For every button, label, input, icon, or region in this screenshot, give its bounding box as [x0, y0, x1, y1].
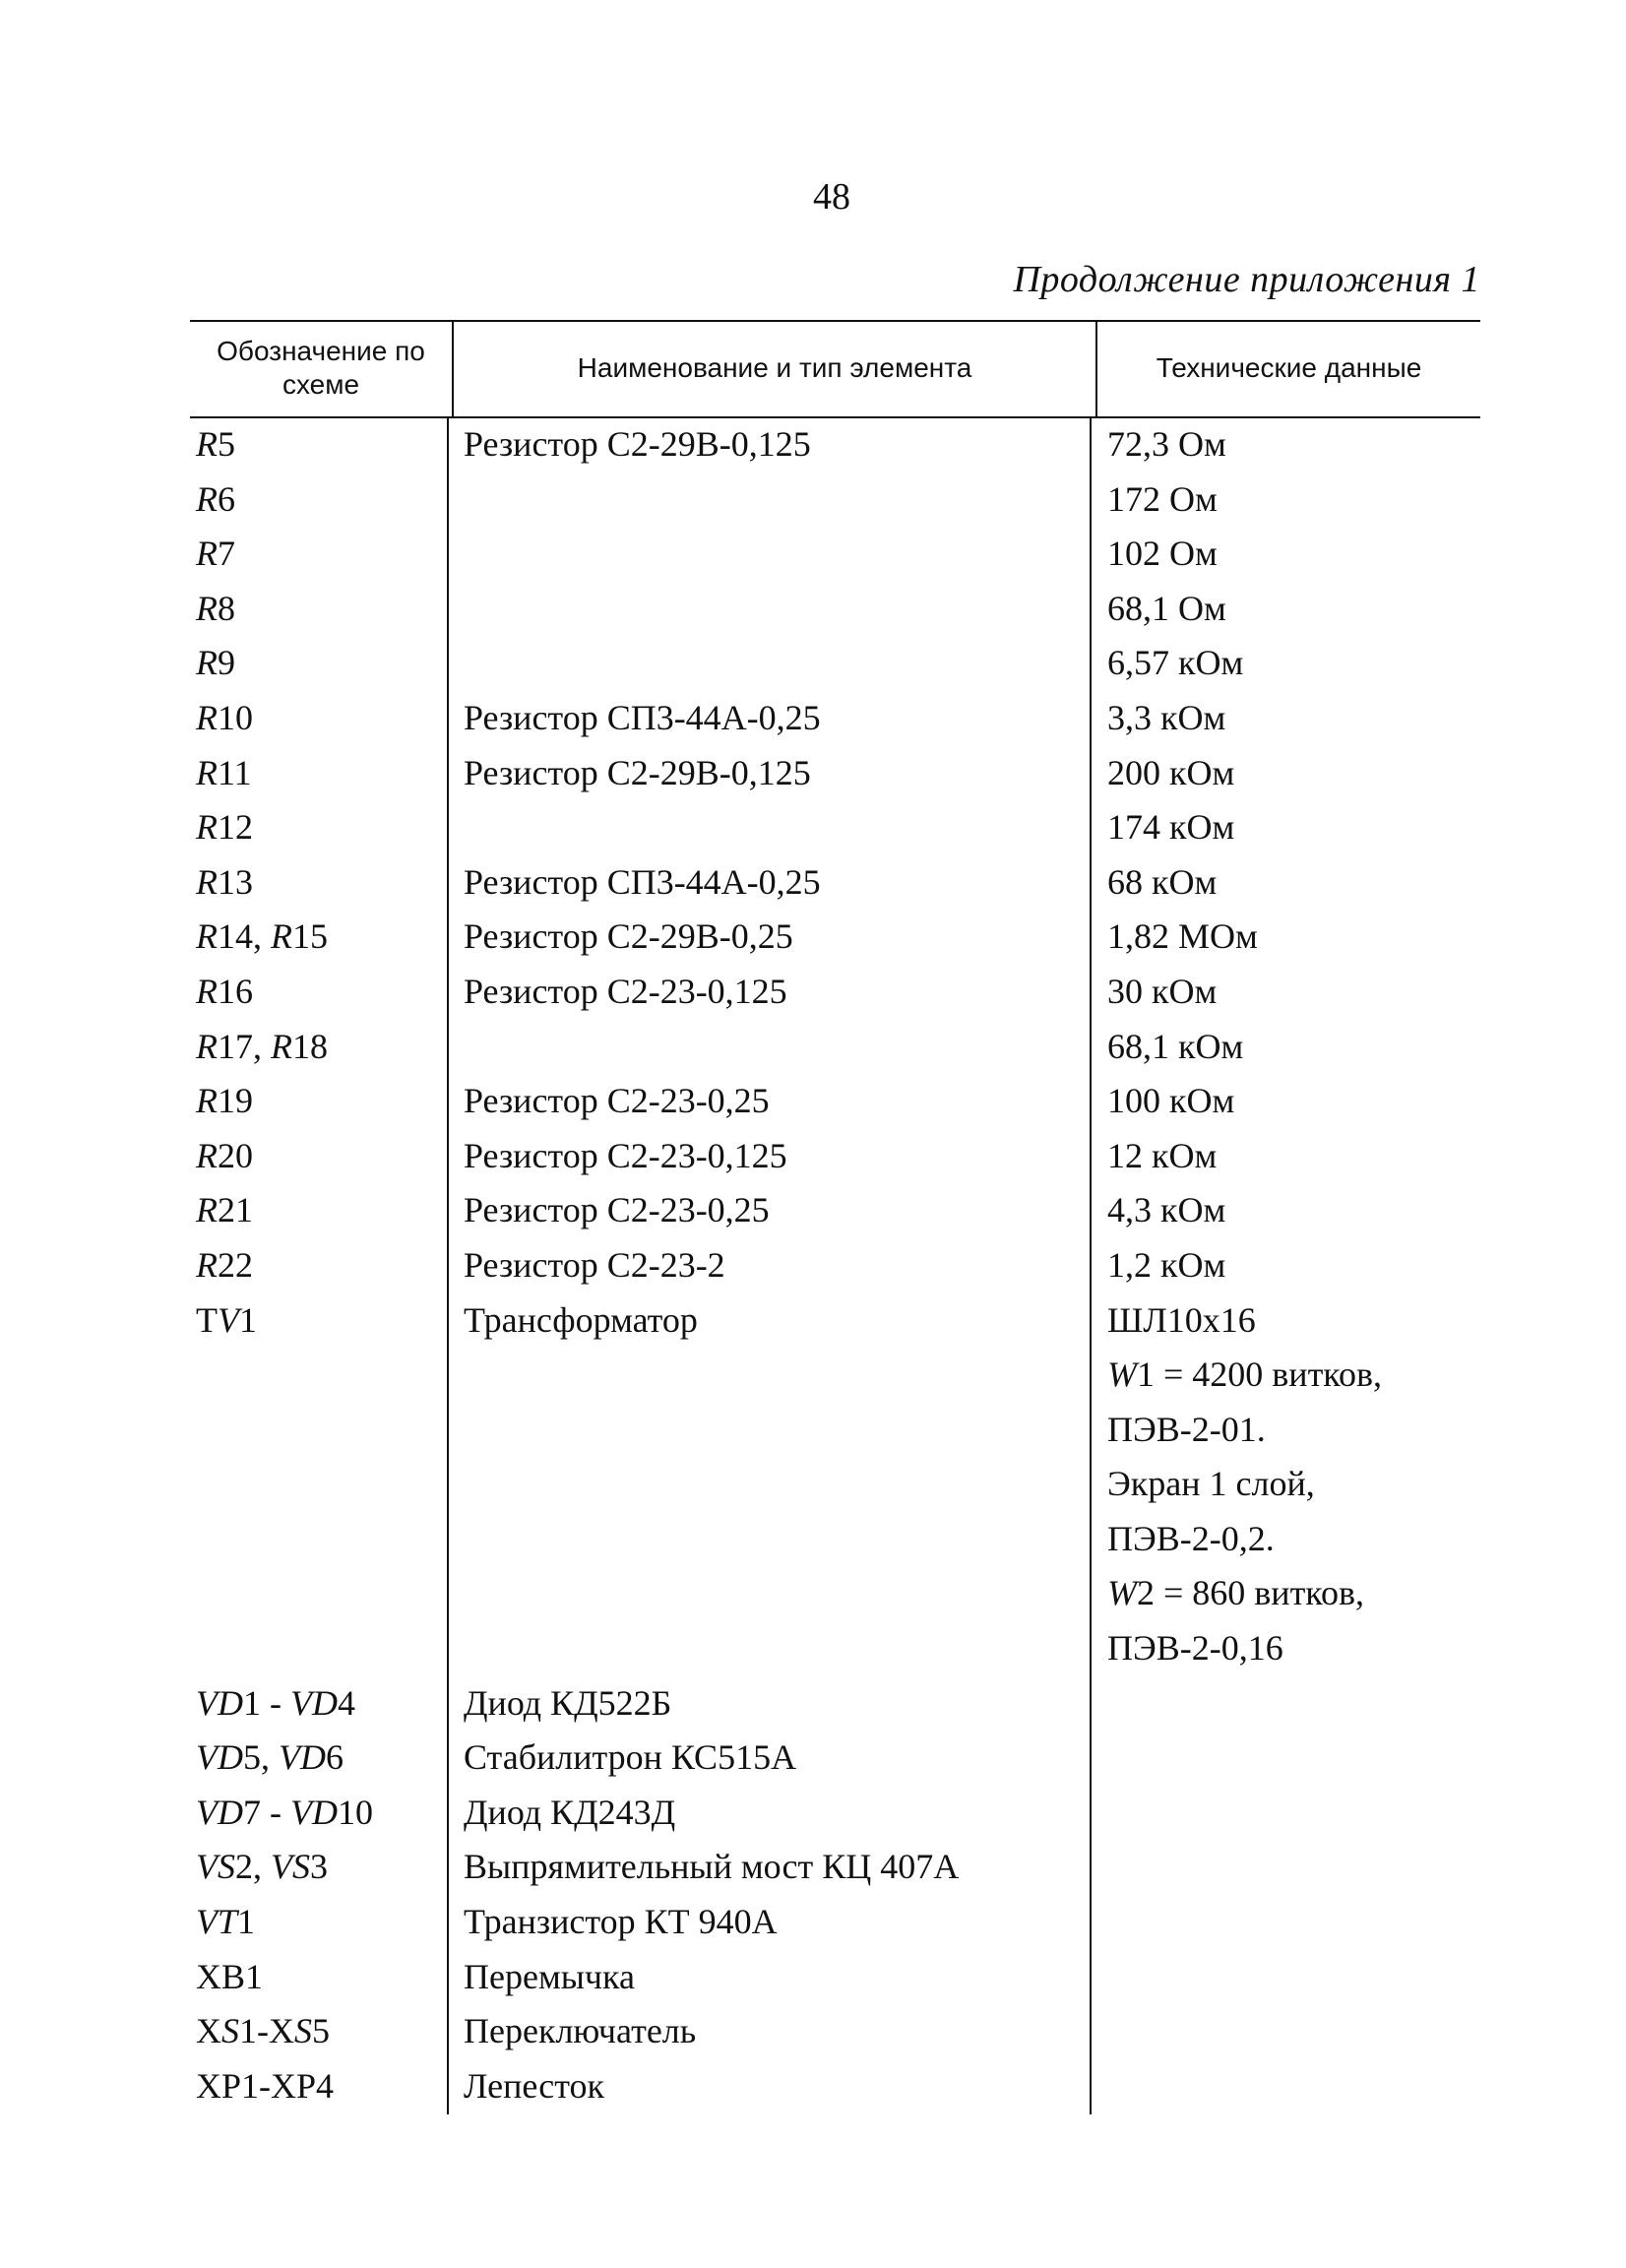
name-cell: Резистор С2-23-0,125 [464, 1135, 787, 1175]
tech-data-cell: W2 = 860 витков, [1107, 1573, 1364, 1613]
designation-cell: R10 [196, 697, 253, 737]
tech-data-cell: 102 Ом [1107, 534, 1218, 574]
tech-data-cell: ПЭВ-2-01. [1107, 1409, 1266, 1449]
table-row [190, 1957, 1480, 2012]
tech-data-cell: 68 кОм [1107, 861, 1218, 902]
name-cell: Резистор С2-29В-0,125 [464, 424, 811, 464]
name-cell: Резистор С2-23-2 [464, 1244, 725, 1285]
designation-cell: R13 [196, 861, 253, 902]
tech-data-cell: 1,2 кОм [1107, 1244, 1226, 1285]
designation-cell: R9 [196, 643, 235, 683]
tech-data-cell: ШЛ10х16 [1107, 1299, 1256, 1340]
tech-data-cell: 200 кОм [1107, 752, 1235, 792]
table-row [190, 1081, 1480, 1136]
table-row [190, 2011, 1480, 2066]
tech-data-cell: ПЭВ-2-0,16 [1107, 1628, 1283, 1669]
designation-cell: R21 [196, 1190, 253, 1230]
name-cell: Переключатель [464, 2011, 697, 2051]
designation-cell: R11 [196, 752, 252, 792]
table-body [190, 424, 1480, 2120]
tech-data-cell: 1,82 МОм [1107, 916, 1258, 957]
tech-data-cell: 68,1 Ом [1107, 588, 1226, 628]
table-row [190, 1464, 1480, 1519]
tech-data-cell: 72,3 Ом [1107, 424, 1226, 464]
name-cell: Диод КД243Д [464, 1792, 676, 1832]
designation-cell: VS2, VS3 [196, 1847, 328, 1887]
table-row [190, 1628, 1480, 1683]
designation-cell: XS1-XS5 [196, 2011, 330, 2051]
table-row [190, 1136, 1480, 1191]
name-cell: Резистор СП3-44А-0,25 [464, 861, 821, 902]
designation-cell: R16 [196, 971, 253, 1011]
table-row [190, 807, 1480, 862]
table-row [190, 479, 1480, 535]
table-row [190, 1190, 1480, 1245]
designation-cell: XB1 [196, 1956, 264, 1996]
tech-data-cell: 3,3 кОм [1107, 697, 1226, 737]
table-row [190, 643, 1480, 698]
table-row [190, 698, 1480, 753]
header-designation: Обозначение по схеме [217, 336, 425, 400]
name-cell: Лепесток [464, 2065, 605, 2106]
table-row [190, 1300, 1480, 1355]
tech-data-cell: W1 = 4200 витков, [1107, 1354, 1382, 1395]
tech-data-cell: 6,57 кОм [1107, 643, 1244, 683]
table-row [190, 1793, 1480, 1848]
table-row [190, 1847, 1480, 1902]
table-row [190, 1245, 1480, 1300]
name-cell: Резистор СП3-44А-0,25 [464, 697, 821, 737]
tech-data-cell: 100 кОм [1107, 1081, 1235, 1121]
tech-data-cell: 30 кОм [1107, 971, 1218, 1011]
header-tech-data: Технические данные [1156, 352, 1422, 383]
table-row [190, 534, 1480, 589]
header-bottom-rule [190, 416, 1480, 418]
tech-data-cell: 12 кОм [1107, 1135, 1218, 1175]
table-row [190, 2066, 1480, 2121]
designation-cell: VD1 - VD4 [196, 1682, 355, 1723]
tech-data-cell: ПЭВ-2-0,2. [1107, 1518, 1275, 1558]
name-cell: Перемычка [464, 1956, 635, 1996]
name-cell: Резистор С2-23-0,125 [464, 971, 787, 1011]
table-row [190, 1573, 1480, 1628]
designation-cell: R5 [196, 424, 235, 464]
name-cell: Резистор С2-23-0,25 [464, 1081, 770, 1121]
designation-cell: R19 [196, 1081, 253, 1121]
designation-cell: R12 [196, 807, 253, 848]
name-cell: Транзистор КТ 940А [464, 1902, 778, 1942]
name-cell: Резистор С2-29В-0,25 [464, 916, 793, 957]
table-row [190, 753, 1480, 808]
table-row [190, 424, 1480, 479]
table-row [190, 1737, 1480, 1793]
designation-cell: R22 [196, 1244, 253, 1285]
name-cell: Выпрямительный мост КЦ 407А [464, 1847, 960, 1887]
designation-cell: VD7 - VD10 [196, 1792, 373, 1832]
header-name-type: Наименование и тип элемента [577, 352, 972, 383]
table-row [190, 1354, 1480, 1410]
table-row [190, 1519, 1480, 1574]
name-cell: Резистор С2-23-0,25 [464, 1190, 770, 1230]
table-row [190, 589, 1480, 644]
tech-data-cell: 172 Ом [1107, 478, 1218, 519]
tech-data-cell: 68,1 кОм [1107, 1026, 1244, 1066]
table-row [190, 916, 1480, 972]
designation-cell: R17, R18 [196, 1026, 328, 1066]
page-number: 48 [813, 176, 850, 218]
name-cell: Резистор С2-29В-0,125 [464, 752, 811, 792]
name-cell: Стабилитрон КС515А [464, 1737, 797, 1778]
tech-data-cell: Экран 1 слой, [1107, 1464, 1315, 1504]
designation-cell: VD5, VD6 [196, 1737, 344, 1778]
name-cell: Трансформатор [464, 1299, 698, 1340]
table-row [190, 1410, 1480, 1465]
table-row [190, 1027, 1480, 1082]
designation-cell: R14, R15 [196, 916, 328, 957]
designation-cell: R8 [196, 588, 235, 628]
table-row [190, 1902, 1480, 1957]
table-row [190, 862, 1480, 917]
table-row [190, 972, 1480, 1027]
designation-cell: VT1 [196, 1902, 256, 1942]
designation-cell: R7 [196, 534, 235, 574]
table-row [190, 1683, 1480, 1738]
tech-data-cell: 4,3 кОм [1107, 1190, 1226, 1230]
designation-cell: R20 [196, 1135, 253, 1175]
name-cell: Диод КД522Б [464, 1682, 672, 1723]
designation-cell: TV1 [196, 1299, 257, 1340]
designation-cell: R6 [196, 478, 235, 519]
designation-cell: XP1-XP4 [196, 2065, 335, 2106]
continuation-title: Продолжение приложения 1 [1013, 259, 1480, 300]
tech-data-cell: 174 кОм [1107, 807, 1235, 848]
